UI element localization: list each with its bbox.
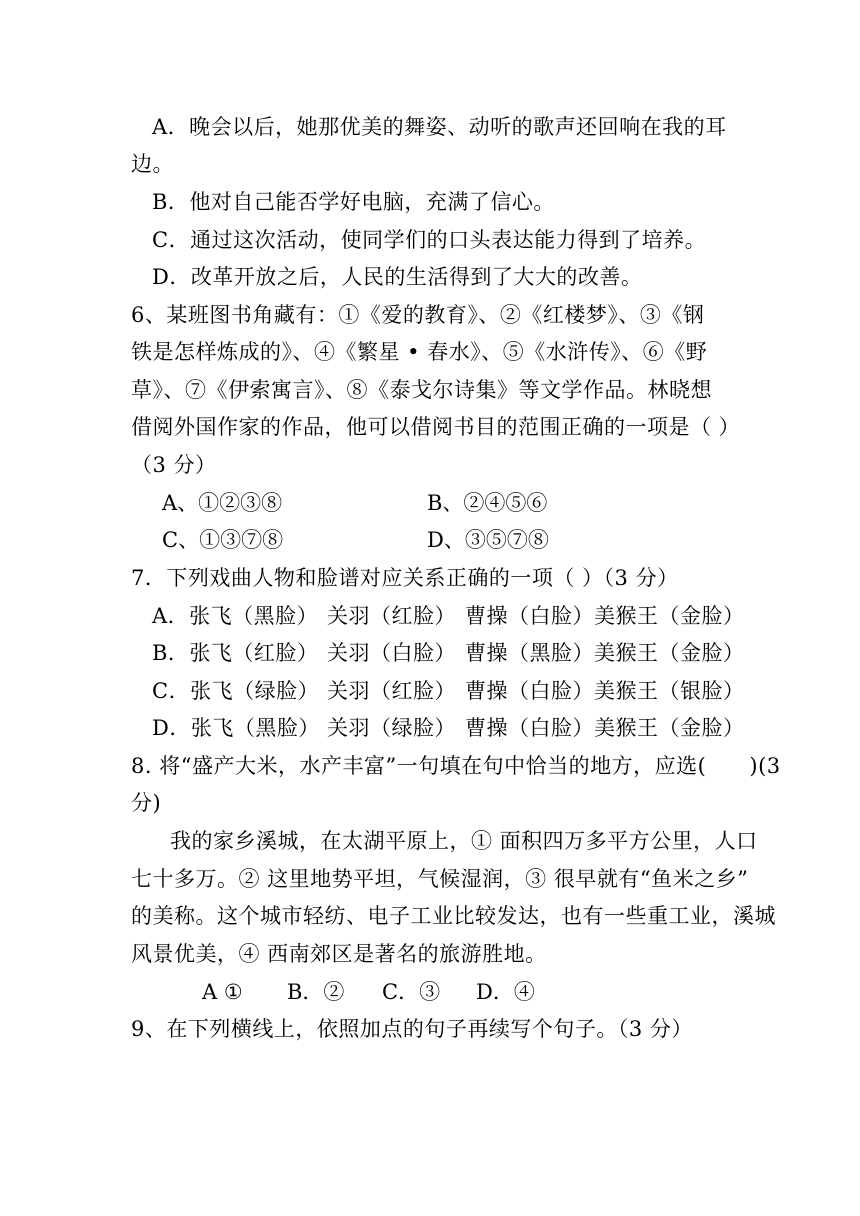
q7-option-a-part3: 曹操（白脸）美猴王（金脸） [465, 604, 745, 628]
q8-passage-line2: 七十多万。② 这里地势平坦，气候湿润，③ 很早就有“鱼米之乡” [131, 867, 749, 891]
q6-stem-line4: 借阅外国作家的作品，他可以借阅书目的范围正确的一项是（ ） [131, 415, 741, 439]
q7-option-a-part2: 关羽（红脸） [327, 604, 456, 628]
q7-option-c-part2: 关羽（红脸） [327, 679, 456, 703]
q6-stem-line3: 草》、⑦《伊索寓言》、⑧《泰戈尔诗集》等文学作品。林晓想 [131, 378, 712, 402]
q8-stem-line2: 分) [131, 791, 162, 815]
q7-option-b-part2: 关羽（白脸） [327, 641, 456, 665]
q5-option-d: D．改革开放之后，人民的生活得到了大大的改善。 [152, 265, 643, 289]
q8-option-a: A ① [202, 980, 243, 1004]
q6-option-a: A、①②③⑧ [162, 491, 283, 515]
q7-option-b-part1: B．张飞（红脸） [152, 641, 319, 665]
q7-stem: 7．下列戏曲人物和脸谱对应关系正确的一项（ ）（3 分） [131, 566, 679, 590]
q8-option-c: C．③ [382, 980, 441, 1004]
q7-option-d-part2: 关羽（绿脸） [327, 716, 456, 740]
q8-passage-line3: 的美称。这个城市轻纺、电子工业比较发达，也有一些重工业，溪城 [131, 904, 776, 928]
q8-option-d: D．④ [476, 980, 535, 1004]
q8-stem-line1: 8. 将“盛产大米，水产丰富”一句填在句中恰当的地方，应选( )(3 [131, 754, 781, 778]
q8-option-b: B．② [287, 980, 345, 1004]
q6-stem-line2: 铁是怎样炼成的》、④《繁星 • 春水》、⑤《水浒传》、⑥《野 [131, 340, 708, 364]
q7-option-d-part3: 曹操（白脸）美猴王（金脸） [465, 716, 745, 740]
q6-option-b: B、②④⑤⑥ [427, 491, 548, 515]
q8-passage-line4: 风景优美，④ 西南郊区是著名的旅游胜地。 [131, 942, 547, 966]
q6-stem-line5: （3 分） [131, 453, 217, 477]
q7-option-b-part3: 曹操（黑脸）美猴王（金脸） [465, 641, 745, 665]
q6-option-d: D、③⑤⑦⑧ [427, 528, 549, 552]
q5-option-a-line1: A．晚会以后，她那优美的舞姿、动听的歌声还回响在我的耳 [152, 115, 727, 139]
q5-option-c: C．通过这次活动，使同学们的口头表达能力得到了培养。 [152, 228, 707, 252]
q6-option-c: C、①③⑦⑧ [162, 528, 284, 552]
q7-option-d-part1: D．张飞（黑脸） [152, 716, 320, 740]
q7-option-c-part1: C．张飞（绿脸） [152, 679, 320, 703]
q7-option-c-part3: 曹操（白脸）美猴王（银脸） [465, 679, 745, 703]
q9-stem: 9、在下列横线上，依照加点的句子再续写个句子。（3 分） [131, 1017, 693, 1041]
q5-option-a-line2: 边。 [131, 152, 174, 176]
q5-option-b: B．他对自己能否学好电脑，充满了信心。 [152, 190, 555, 214]
q8-passage-line1: 我的家乡溪城，在太湖平原上，① 面积四万多平方公里，人口 [170, 829, 758, 853]
q6-stem-line1: 6、某班图书角藏有：①《爱的教育》、②《红楼梦》、③《钢 [131, 303, 705, 327]
q7-option-a-part1: A．张飞（黑脸） [152, 604, 319, 628]
